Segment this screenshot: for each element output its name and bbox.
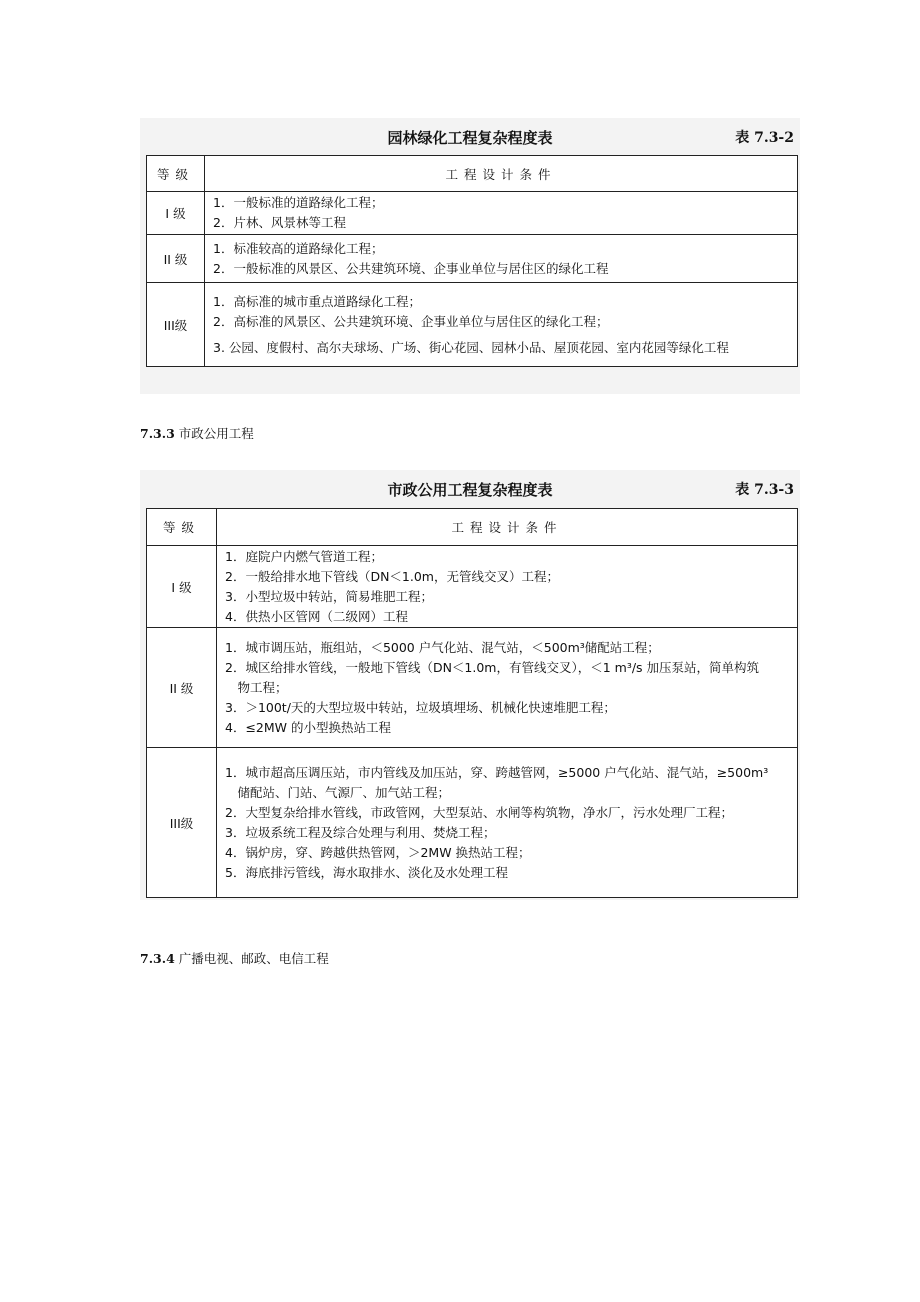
header-conditions: 工程设计条件 (205, 156, 798, 192)
condition-item: 储配站、门站、气源厂、加气站工程； (225, 784, 451, 800)
level-cell: I 级 (147, 192, 205, 235)
table1-number: 表 7.3-2 (735, 130, 794, 146)
condition-item: 3．＞100t/天的大型垃圾中转站，垃圾填埋场、机械化快速堆肥工程； (225, 699, 616, 715)
section-number: 7.3.4 (140, 951, 175, 966)
condition-item: 5．海底排污管线，海水取排水、淡化及水处理工程 (225, 864, 508, 880)
condition-item: 2．一般给排水地下管线（DN＜1.0m，无管线交叉）工程； (225, 568, 559, 584)
condition-item: 3．垃圾系统工程及综合处理与利用、焚烧工程； (225, 824, 496, 840)
condition-item: 2．大型复杂给排水管线，市政管网，大型泵站、水闸等构筑物，净水厂，污水处理厂工程； (225, 804, 733, 820)
table-row (147, 628, 798, 748)
conditions-cell (205, 192, 798, 235)
condition-item: 1．高标准的城市重点道路绿化工程； (213, 293, 421, 309)
level-cell: II 级 (147, 235, 205, 283)
level-cell: III级 (147, 283, 205, 367)
condition-item: 1．标准较高的道路绿化工程； (213, 240, 384, 256)
condition-item: 4．锅炉房，穿、跨越供热管网，＞2MW 换热站工程； (225, 844, 531, 860)
level-cell: III级 (147, 748, 217, 898)
conditions-cell (217, 546, 798, 628)
table2-title: 市政公用工程复杂程度表 (387, 481, 553, 499)
section-heading-7-3-3 (140, 425, 254, 443)
condition-item: 3．小型垃圾中转站，简易堆肥工程； (225, 588, 433, 604)
section-number: 7.3.3 (140, 426, 175, 441)
section-title: 广播电视、邮政、电信工程 (178, 951, 329, 966)
condition-item: 1．城市调压站，瓶组站，＜5000 户气化站、混气站，＜500m³储配站工程； (225, 639, 660, 655)
condition-item: 2．高标准的风景区、公共建筑环境、企事业单位与居住区的绿化工程； (213, 313, 609, 329)
table2-caption (140, 478, 800, 502)
condition-item: 4．≤2MW 的小型换热站工程 (225, 719, 391, 735)
table1-title: 园林绿化工程复杂程度表 (387, 129, 553, 147)
conditions-cell (205, 283, 798, 367)
table-header-row (147, 156, 798, 192)
table2 (146, 508, 798, 898)
table-row (147, 748, 798, 898)
conditions-cell (205, 235, 798, 283)
condition-item: 2．城区给排水管线，一般地下管线（DN＜1.0m，有管线交叉），＜1 m³/s 加压泵站，简单构筑 (225, 659, 760, 675)
level-cell: II 级 (147, 628, 217, 748)
section-heading-7-3-4 (140, 950, 329, 968)
table-row (147, 235, 798, 283)
condition-item: 1．一般标准的道路绿化工程； (213, 195, 384, 210)
table-row (147, 192, 798, 235)
header-level: 等级 (147, 156, 205, 192)
level-cell: I 级 (147, 546, 217, 628)
condition-item: 2．一般标准的风景区、公共建筑环境、企事业单位与居住区的绿化工程 (213, 260, 609, 276)
table1-caption (140, 126, 800, 150)
table2-number: 表 7.3-3 (735, 482, 794, 498)
table1 (146, 155, 798, 367)
section-title: 市政公用工程 (178, 426, 254, 441)
table-header-row (147, 509, 798, 546)
table-row (147, 283, 798, 367)
condition-item: 1．城市超高压调压站，市内管线及加压站，穿、跨越管网，≥5000 户气化站、混气站，≥500m³ (225, 764, 769, 780)
header-level: 等级 (147, 509, 217, 546)
conditions-cell (217, 748, 798, 898)
condition-item: 1．庭院户内燃气管道工程； (225, 548, 383, 564)
table-row (147, 546, 798, 628)
condition-item: 2．片林、风景林等工程 (213, 215, 346, 230)
conditions-cell (217, 628, 798, 748)
condition-item: 3. 公园、度假村、高尔夫球场、广场、街心花园、园林小品、屋顶花园、室内花园等绿化工程 (213, 339, 729, 355)
condition-item: 物工程； (225, 679, 288, 695)
header-conditions: 工程设计条件 (217, 509, 798, 546)
condition-item: 4．供热小区管网（二级网）工程 (225, 608, 408, 624)
